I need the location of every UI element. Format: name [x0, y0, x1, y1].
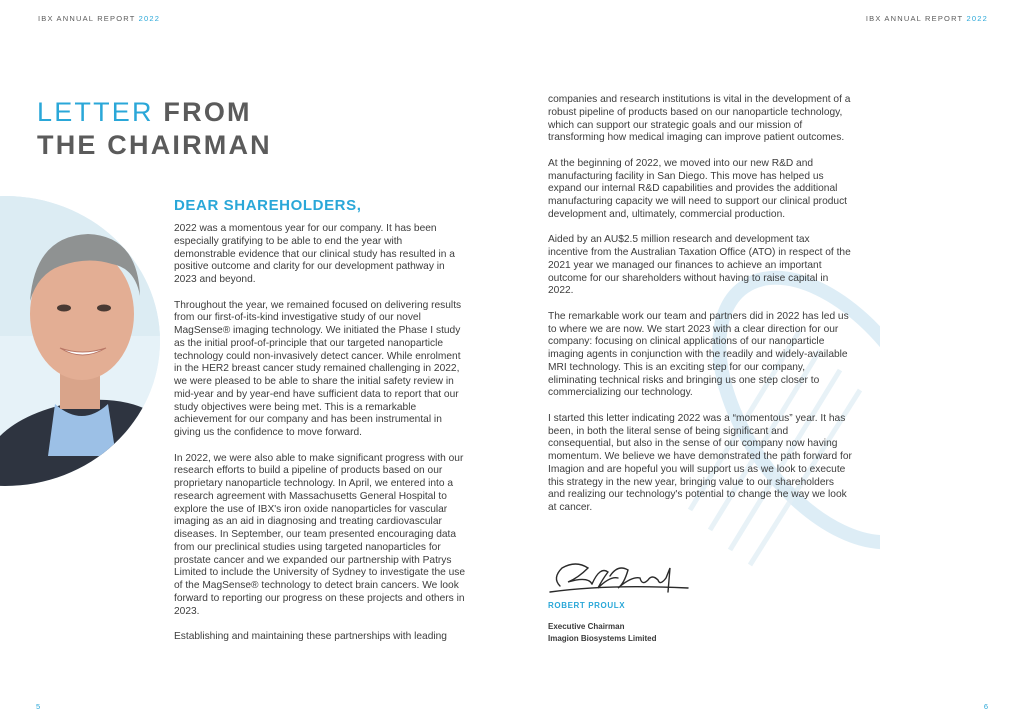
page-number-right: 6: [983, 702, 988, 711]
signer-name: ROBERT PROULX: [548, 601, 626, 610]
running-header-right: [866, 14, 988, 23]
title-word-letter: LETTER: [37, 97, 154, 127]
running-header-right-year: 2022: [966, 14, 988, 23]
page-number-left: 5: [36, 702, 41, 711]
chairman-portrait: [0, 196, 160, 486]
paragraph: The remarkable work our team and partners did in 2022 has led us to where we are now. We start 2023 with a clear direction for our company: focusing on clinical applications of our nanoparticle imaging agents in conjunction with the readily and widely-available MRI technology. This is an exciting step for our company, eliminating technical risks and bringing us one step closer to commercializing our technology.: [548, 310, 849, 399]
letter-column-right: [548, 94, 852, 528]
letter-column-left: [174, 223, 466, 657]
signer-role: Executive Chairman: [548, 622, 625, 631]
title-word-from: FROM: [163, 97, 252, 127]
signer-company: Imagion Biosystems Limited: [548, 634, 657, 643]
paragraph: I started this letter indicating 2022 was a “momentous” year. It has been, in both the literal sense of being significant and consequential, but also in the sense of our company now having momentum. We believe we have demonstrated the path forward for Imagion and are hopeful you will support us as we look to execute this strategy in the new year, bringing value to our shareholders and realizing our technology's potential to change the way we look at cancer.: [548, 412, 852, 513]
title-line-two: THE CHAIRMAN: [37, 130, 272, 160]
paragraph: Throughout the year, we remained focused on delivering results from our first-of-its-kind investigative study of our novel MagSense® imaging technology. We initiated the Phase I study as the initial proof-of-principle that our targeted nanoparticle technology could non-invasively detect cancer. While enrolment in the HER2 breast cancer study remained challenging in 2022, we were pleased to be able to share the initial safety review in mid-year and by year-end have sufficient data to report that our study objectives were being met. This is a remarkable achievement for our company and has been instrumental in giving us the confidence to move forward.: [174, 299, 462, 438]
running-header-left-year: 2022: [138, 14, 161, 23]
running-header-left-label: IBX ANNUAL REPORT: [38, 14, 136, 23]
paragraph: Aided by an AU$2.5 million research and development tax incentive from the Australian Taxation Office (ATO) in respect of the 2021 year we managed our finances to achieve an important outcome for our shareholders without having to raise capital in 2022.: [548, 234, 851, 297]
paragraph: companies and research institutions is vital in the development of a robust pipeline of products based on our nanoparticle technology, which can support our strategic goals and our mission of transforming how medical imaging can improve patient outcomes.: [548, 94, 851, 144]
running-header-left: [38, 14, 160, 23]
salutation: DEAR SHAREHOLDERS,: [174, 197, 362, 214]
paragraph: 2022 was a momentous year for our company. It has been especially gratifying to be able to end the year with demonstrable evidence that our clinical study has resulted in a positive outcome and clarity for our development pathway in 2023 and beyond.: [174, 223, 455, 285]
paragraph: Establishing and maintaining these partnerships with leading: [174, 631, 447, 642]
running-header-right-label: IBX ANNUAL REPORT: [865, 14, 964, 23]
handwritten-signature: [548, 558, 698, 598]
paragraph: In 2022, we were also able to make significant progress with our research efforts to build a pipeline of products based on our proprietary nanoparticle technology. In April, we entered into a research agreement with Massachusetts General Hospital to explore the use of IBX's iron oxide nanoparticles for vascular imaging as an aid in diagnosing and treating cardiovascular diseases. In September, our team presented encouraging data from our preclinical studies using targeted nanoparticles for prostate cancer and we expanded our partnership with Patrys Limited to include the University of Sydney to investigate the use of the MagSense® technology to detect brain cancers. We look forward to reporting our progress on these projects and others in 2023.: [174, 452, 466, 617]
paragraph: At the beginning of 2022, we moved into our new R&D and manufacturing facility in San Diego. This move has helped us expand our internal R&D capabilities and provides the additional manufacturing capacity we will need to support our clinical product development and, ultimately, commercial production.: [548, 157, 847, 220]
page-title: [37, 96, 272, 162]
